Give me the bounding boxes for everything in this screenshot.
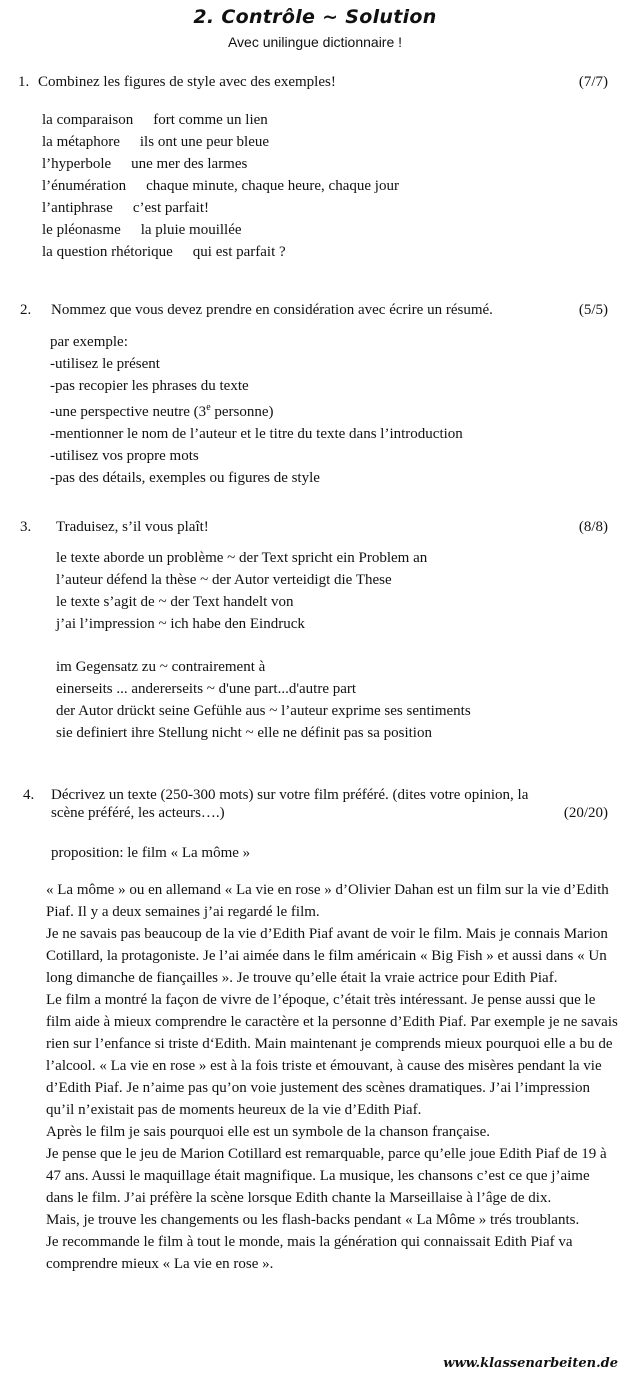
q3-number: 3. [20, 519, 32, 535]
q1-term: la comparaison [42, 112, 134, 128]
q2-item: -utilisez vos propre mots [50, 448, 199, 464]
q1-example: qui est parfait ? [192, 244, 286, 260]
q1-pair [42, 156, 399, 178]
q3-line: le texte s’agit de ~ der Text handelt von [56, 594, 294, 610]
essay-paragraph: Je ne savais pas beaucoup de la vie d’Edith Piaf avant de voir le film. Mais je connais Marion Cotillard, la protagoniste. Je l’ai aimée dans le film américain « Big Fish » et aussi dans « Un long dimanche de fiançailles ». Je trouve qu’elle était la vraie actrice pour Edith Piaf. [46, 926, 608, 986]
essay-paragraph: « La môme » ou en allemand « La vie en rose » d’Olivier Dahan est un film sur la vie d’Edith Piaf. Il y a deux semaines j’ai regardé le film. [46, 882, 609, 920]
q4-prompt-line1: Décrivez un texte (250-300 mots) sur votre film préféré. (dites votre opinion, la [51, 787, 529, 803]
q1-pair [42, 134, 399, 156]
watermark-url: www.klassenarbeiten.de [443, 1356, 618, 1371]
q1-term: l’énumération [42, 178, 127, 194]
q1-example: une mer des larmes [131, 156, 248, 172]
q1-example: chaque minute, chaque heure, chaque jour [146, 178, 399, 194]
q2-number: 2. [20, 302, 32, 318]
q2-list [50, 331, 463, 489]
q4-score: (20/20) [563, 805, 608, 821]
q1-pair [42, 244, 399, 266]
q1-example: la pluie mouillée [140, 222, 242, 238]
q3-line: l’auteur défend la thèse ~ der Autor verteidigt die These [56, 572, 392, 588]
q1-number: 1. [18, 74, 30, 90]
q1-pair [42, 178, 399, 200]
q3-line: der Autor drückt seine Gefühle aus ~ l’auteur exprime ses sentiments [56, 703, 471, 719]
q3-score: (8/8) [578, 519, 608, 535]
q3-line: j’ai l’impression ~ ich habe den Eindruck [56, 616, 305, 632]
q3-prompt: Traduisez, s’il vous plaît! [56, 519, 209, 535]
q4-proposition: proposition: le film « La môme » [51, 845, 251, 861]
essay-paragraph: Je pense que le jeu de Marion Cotillard est remarquable, parce qu’elle joue Edith Piaf de 19 à 47 ans. Aussi le maquillage était magnifique. La musique, les chansons c’est ce que j’aime dans le film. J’ai préfère la scène lorsque Edith chante la Marseillaise à l’âge de dix. [46, 1146, 607, 1206]
q2-item: -mentionner le nom de l’auteur et le titre du texte dans l’introduction [50, 426, 463, 442]
q1-term: le pléonasme [42, 222, 121, 238]
page-title: 2. Contrôle ~ Solution [193, 6, 437, 28]
q1-score: (7/7) [578, 74, 608, 90]
essay-paragraph: Je recommande le film à tout le monde, mais la génération qui connaissait Edith Piaf va comprendre mieux « La vie en rose ». [46, 1234, 573, 1272]
q2-item-text: -une perspective neutre (3 [50, 404, 207, 420]
q2-item [50, 397, 463, 423]
q1-term: l’antiphrase [42, 200, 113, 216]
q1-pair-list [42, 112, 399, 266]
q4-essay [46, 879, 618, 1275]
q3-line: einerseits ... andererseits ~ d'une part...d'autre part [56, 681, 357, 697]
q4-prompt-line2: scène préféré, les acteurs….) [51, 805, 225, 821]
q1-pair [42, 200, 399, 222]
q2-item: -pas recopier les phrases du texte [50, 378, 249, 394]
page-subtitle: Avec unilingue dictionnaire ! [227, 34, 403, 50]
q2-item-superscript: e [206, 402, 211, 413]
q1-pair [42, 222, 399, 244]
q2-item: -utilisez le présent [50, 356, 160, 372]
q2-item: -pas des détails, exemples ou figures de style [50, 470, 320, 486]
q1-example: c’est parfait! [132, 200, 210, 216]
essay-paragraph: Mais, je trouve les changements ou les flash-backs pendant « La Môme » trés troublants. [46, 1212, 580, 1228]
q3-list-b [56, 656, 471, 744]
q1-example: ils ont une peur bleue [139, 134, 270, 150]
q1-term: la métaphore [42, 134, 120, 150]
q1-prompt: Combinez les figures de style avec des exemples! [38, 74, 336, 90]
q1-term: la question rhétorique [42, 244, 173, 260]
q3-line: le texte aborde un problème ~ der Text spricht ein Problem an [56, 550, 428, 566]
q4-number: 4. [23, 787, 35, 803]
q2-intro: par exemple: [50, 334, 128, 350]
q2-prompt: Nommez que vous devez prendre en considération avec écrire un résumé. [51, 302, 493, 318]
q3-line: sie definiert ihre Stellung nicht ~ elle ne définit pas sa position [56, 725, 432, 741]
q1-example: fort comme un lien [153, 112, 268, 128]
q3-line: im Gegensatz zu ~ contrairement à [56, 659, 266, 675]
q2-score: (5/5) [578, 302, 608, 318]
essay-paragraph: Après le film je sais pourquoi elle est un symbole de la chanson française. [46, 1124, 491, 1140]
q2-item-tail: personne) [210, 404, 274, 420]
q1-term: l’hyperbole [42, 156, 112, 172]
essay-paragraph: Le film a montré la façon de vivre de l’époque, c’était très intéressant. Je pense aussi que le film aide à mieux comprendre le caractère et la personne d’Edith Piaf. Par exemple je ne savais rien sur l’enfance si triste d‘Edith. Main maintenant je comprends mieux pourquoi elle a bu de l’alcool. « La vie en rose » est à la fois triste et émouvant, à cause des misères pendant la vie d’Edith Piaf. Je n’aime pas qu’on voie justement des scènes dramatiques. J’ai l’impression qu’il n’existait pas de moments heureux de la vie d’Edith Piaf. [46, 992, 618, 1118]
q1-pair [42, 112, 399, 134]
q3-list-a [56, 547, 427, 635]
